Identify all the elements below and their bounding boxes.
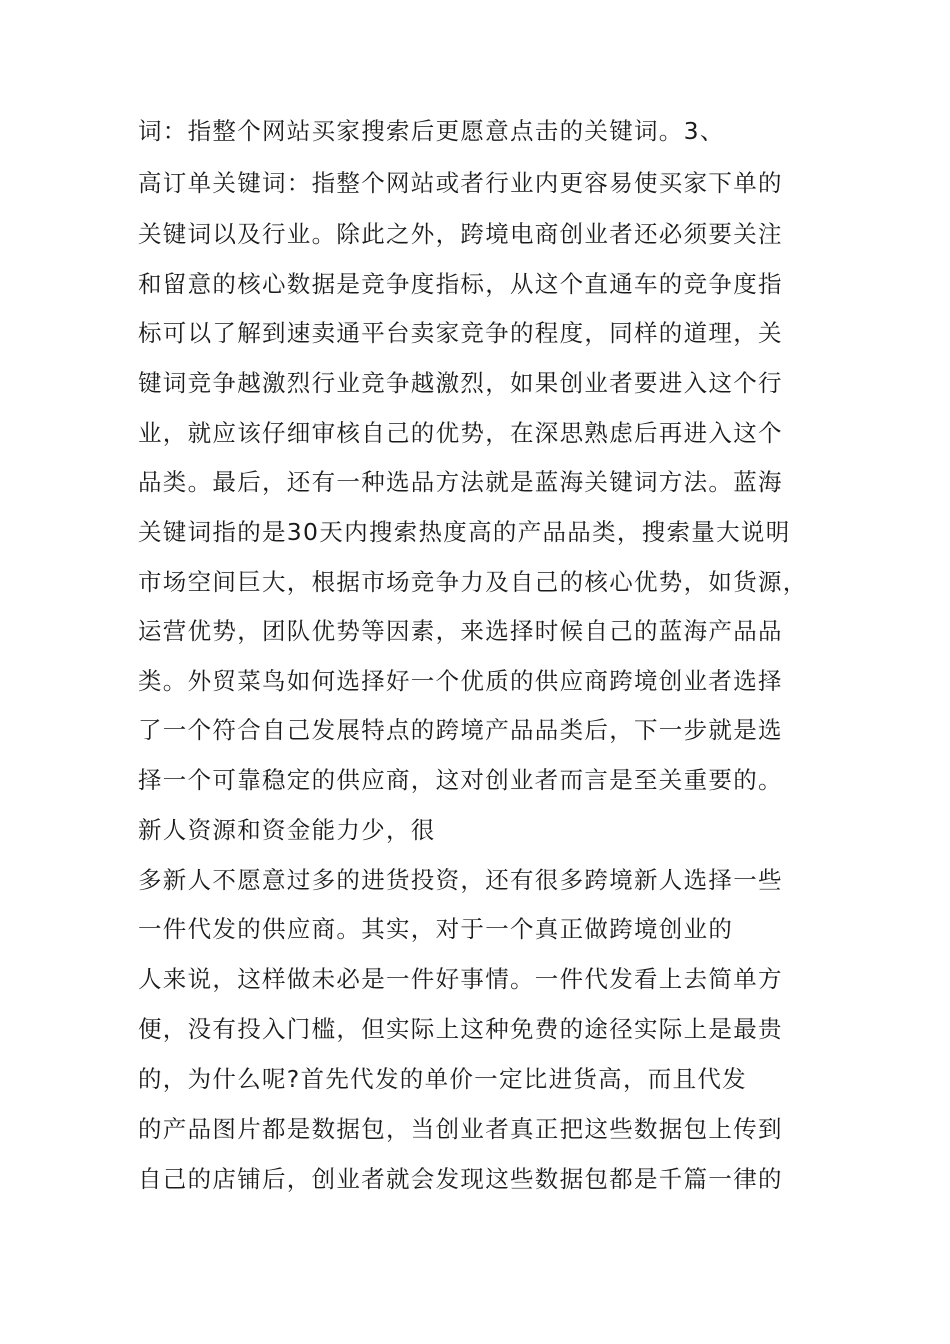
text-line: 关键词指的是30天内搜索热度高的产品品类，搜索量大说明 xyxy=(138,518,791,546)
text-line: 和留意的核心数据是竞争度指标，从这个直通车的竞争度指 xyxy=(138,270,783,298)
text-line: 了一个符合自己发展特点的跨境产品品类后，下一步就是选 xyxy=(138,716,783,744)
text-line: 键词竞争越激烈行业竞争越激烈，如果创业者要进入这个行 xyxy=(138,369,783,397)
text-line: 的，为什么呢?首先代发的单价一定比进货高，而且代发 xyxy=(138,1065,747,1093)
text-line: 多新人不愿意过多的进货投资，还有很多跨境新人选择一些 xyxy=(138,866,783,894)
text-line: 的产品图片都是数据包，当创业者真正把这些数据包上传到 xyxy=(138,1115,783,1143)
text-line: 类。外贸菜鸟如何选择好一个优质的供应商跨境创业者选择 xyxy=(138,667,783,695)
text-line: 市场空间巨大，根据市场竞争力及自己的核心优势，如货源， xyxy=(138,568,808,596)
text-line: 品类。最后，还有一种选品方法就是蓝海关键词方法。蓝海 xyxy=(138,468,783,496)
text-line: 标可以了解到速卖通平台卖家竞争的程度，同样的道理，关 xyxy=(138,319,783,347)
text-line: 新人资源和资金能力少，很 xyxy=(138,816,436,844)
text-line: 一件代发的供应商。其实，对于一个真正做跨境创业的 xyxy=(138,915,734,943)
text-line: 运营优势，团队优势等因素，来选择时候自己的蓝海产品品 xyxy=(138,617,783,645)
text-line: 高订单关键词：指整个网站或者行业内更容易使买家下单的 xyxy=(138,169,783,197)
text-line: 择一个可靠稳定的供应商，这对创业者而言是至关重要的。 xyxy=(138,766,783,794)
text-line: 自己的店铺后，创业者就会发现这些数据包都是千篇一律的 xyxy=(138,1165,783,1193)
text-line: 人来说，这样做未必是一件好事情。一件代发看上去简单方 xyxy=(138,965,783,993)
text-line: 关键词以及行业。除此之外，跨境电商创业者还必须要关注 xyxy=(138,220,783,248)
text-line: 便，没有投入门槛，但实际上这种免费的途径实际上是最贵 xyxy=(138,1015,783,1043)
text-line: 业，就应该仔细审核自己的优势，在深思熟虑后再进入这个 xyxy=(138,419,783,447)
text-line: 词：指整个网站买家搜索后更愿意点击的关键词。3、 xyxy=(138,117,725,145)
